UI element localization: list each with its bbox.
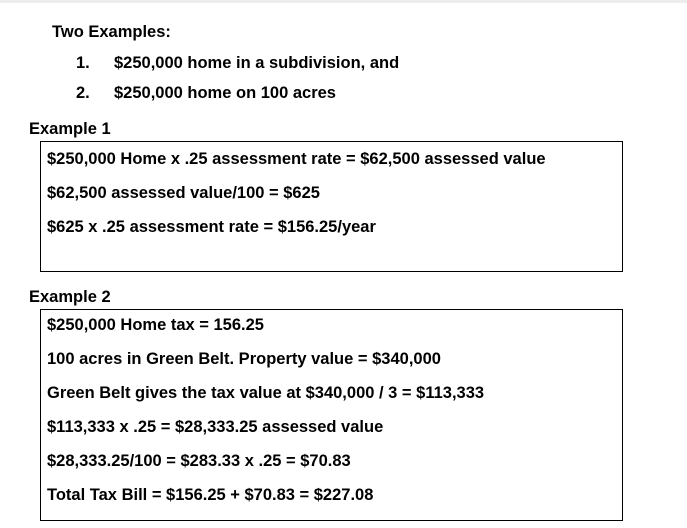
list-item-1-number: 1. bbox=[76, 54, 90, 72]
example2-line-2: 100 acres in Green Belt. Property value = $340,000 bbox=[47, 350, 441, 368]
example1-line-2: $62,500 assessed value/100 = $625 bbox=[47, 184, 320, 202]
example1-box bbox=[40, 141, 623, 272]
example2-line-3: Green Belt gives the tax value at $340,000 / 3 = $113,333 bbox=[47, 384, 485, 402]
intro-heading: Two Examples: bbox=[52, 23, 171, 41]
example1-line-1: $250,000 Home x .25 assessment rate = $62,500 assessed value bbox=[47, 150, 546, 168]
example1-label: Example 1 bbox=[29, 120, 111, 138]
example2-line-4: $113,333 x .25 = $28,333.25 assessed value bbox=[47, 418, 384, 436]
example1-line-3: $625 x .25 assessment rate = $156.25/year bbox=[47, 218, 376, 236]
top-border bbox=[0, 0, 687, 3]
example2-box bbox=[40, 309, 623, 521]
example2-line-6: Total Tax Bill = $156.25 + $70.83 = $227.08 bbox=[47, 486, 374, 504]
list-item-2-text: $250,000 home on 100 acres bbox=[114, 84, 336, 102]
list-item-2-number: 2. bbox=[76, 84, 90, 102]
example2-line-5: $28,333.25/100 = $283.33 x .25 = $70.83 bbox=[47, 452, 351, 470]
example2-label: Example 2 bbox=[29, 288, 111, 306]
list-item-1-text: $250,000 home in a subdivision, and bbox=[114, 54, 400, 72]
example2-line-1: $250,000 Home tax = 156.25 bbox=[47, 316, 264, 334]
